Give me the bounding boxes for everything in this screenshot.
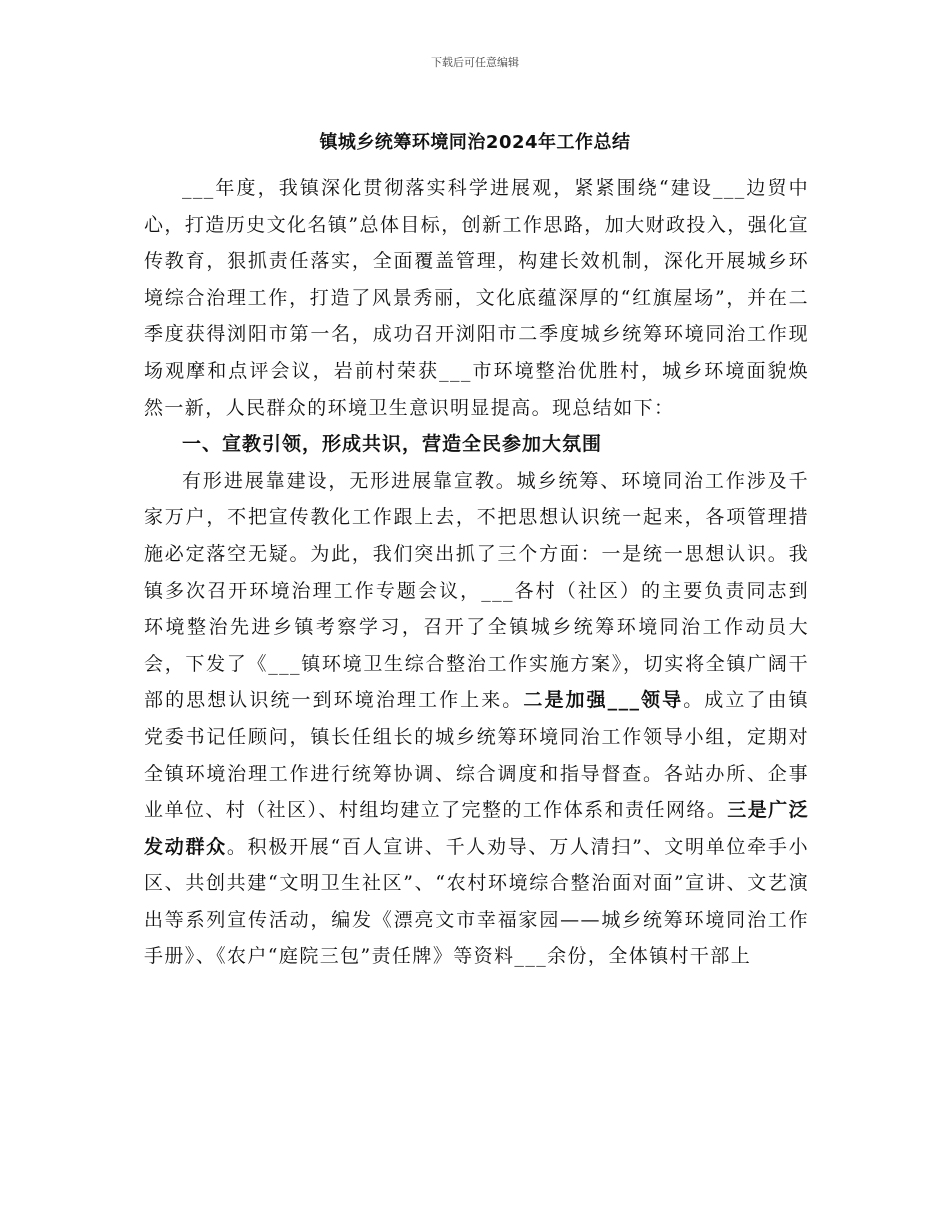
document-body (144, 170, 809, 975)
paragraph-text: 。积极开展“百人宣讲、千人劝导、万人清扫”、文明单位牵手小区、共创共建“文明卫生社区”、“农村环境综合整治面对面”宣讲、文艺演出等系列宣传活动，编发《漂亮文市幸福家园——城乡统筹环境同治工作手册》、《农户“庭院三包”责任牌》等资料___余份，全体镇村干部上 (144, 835, 809, 968)
intro-paragraph: ___年度，我镇深化贯彻落实科学进展观，紧紧围绕“建设___边贸中心，打造历史文化名镇”总体目标，创新工作思路，加大财政投入，强化宣传教育，狠抓责任落实，全面覆盖管理，构建长效机制，深化开展城乡环境综合治理工作，打造了风景秀丽，文化底蕴深厚的“红旗屋场”，并在二季度获得浏阳市第一名，成功召开浏阳市二季度城乡统筹环境同治工作现场观摩和点评会议，岩前村荣获___市环境整治优胜村，城乡环境面貌焕然一新，人民群众的环境卫生意识明显提高。现总结如下： (144, 177, 809, 419)
paragraph-text: 。成立了由镇党委书记任顾问，镇长任组长的城乡统筹环境同治工作领导小组，定期对全镇环境治理工作进行统筹协调、综合调度和指导督查。各站办所、企事业单位、村（社区）、村组均建立了完整的工作体系和责任网络。 (144, 689, 809, 822)
header-note: 下载后可任意编辑 (431, 56, 519, 69)
document-title: 镇城乡统筹环境同治2024年工作总结 (319, 132, 631, 153)
section-paragraph (144, 463, 809, 975)
paragraph-text: 有形进展靠建设，无形进展靠宣教。城乡统筹、环境同治工作涉及千家万户，不把宣传教化工作跟上去，不把思想认识统一起来，各项管理措施必定落空无疑。为此，我们突出抓了三个方面：一是统一思想认识。我镇多次召开环境治理工作专题会议，___各村（社区）的主要负责同志到环境整治先进乡镇考察学习，召开了全镇城乡统筹环境同治工作动员大会，下发了《___镇环境卫生综合整治工作实施方案》，切实将全镇广阔干部的思想认识统一到环境治理工作上来。 (144, 469, 809, 712)
section-heading: 一、宣教引领，形成共识，营造全民参加大氛围 (182, 433, 603, 456)
bold-phrase: 三是广泛发动群众 (144, 799, 809, 858)
bold-phrase: 二是加强___领导 (523, 689, 684, 712)
